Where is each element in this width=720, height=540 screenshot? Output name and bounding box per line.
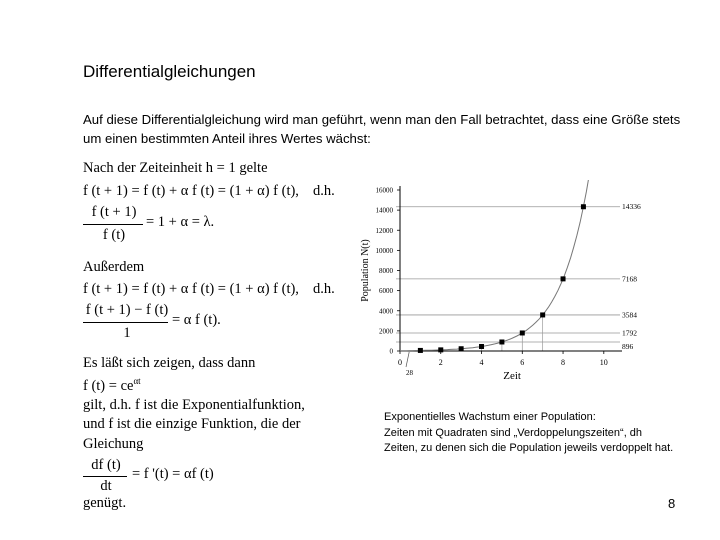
- x-tick-label: 0: [398, 358, 402, 367]
- fraction-2-denominator: 1: [123, 325, 131, 341]
- fraction-2-numerator: f (t + 1) − f (t): [85, 302, 169, 318]
- math-line-7: und f ist die einzige Funktion, die der: [83, 416, 301, 432]
- annotation-arrow: [406, 352, 409, 367]
- fraction-3-rhs: = f '(t) = αf (t): [132, 466, 214, 482]
- caption-line-2: Zeiten mit Quadraten sind „Verdoppelungszeiten“, dh: [384, 426, 643, 439]
- fraction-3-numerator: df (t): [91, 457, 121, 473]
- data-point: [561, 276, 566, 281]
- caption-line-3: Zeiten, zu denen sich die Population jeweils verdoppelt hat.: [384, 442, 674, 454]
- math-line-2-dh: d.h.: [313, 183, 335, 199]
- x-tick-label: 4: [479, 358, 484, 367]
- data-point: [581, 204, 586, 209]
- y-tick-label: 2000: [379, 327, 393, 336]
- data-point: [540, 312, 545, 317]
- math-ausserdem: Außerdem: [83, 259, 145, 275]
- annotation-label: 28: [406, 369, 413, 377]
- data-point: [418, 348, 423, 353]
- population-chart: [352, 180, 652, 392]
- y-tick-label: 0: [389, 347, 393, 356]
- fraction-2-line: [83, 322, 168, 323]
- y-tick-label: 12000: [375, 226, 393, 235]
- reference-label: 3584: [622, 310, 637, 320]
- reference-label: 14336: [622, 202, 641, 212]
- fraction-1-denominator: f (t): [102, 227, 126, 243]
- math-line-2: f (t + 1) = f (t) + α f (t) = (1 + α) f (t),: [83, 183, 299, 199]
- data-point: [520, 330, 525, 335]
- math-line-1: Nach der Zeiteinheit h = 1 gelte: [83, 160, 268, 176]
- fraction-1-rhs: = 1 + α = λ.: [146, 214, 215, 230]
- data-point: [438, 347, 443, 352]
- chart-caption: [384, 410, 673, 457]
- reference-label: 896: [622, 341, 634, 351]
- y-tick-label: 16000: [375, 186, 393, 195]
- data-point: [459, 346, 464, 351]
- fraction-1-line: [83, 224, 143, 225]
- reference-label: 7168: [622, 274, 637, 284]
- math-line-9: genügt.: [83, 495, 127, 511]
- y-tick-label: 14000: [375, 206, 393, 215]
- x-tick-label: 2: [438, 358, 443, 367]
- math-line-3: f (t + 1) = f (t) + α f (t) = (1 + α) f (t),: [83, 281, 299, 297]
- math-line-4: Es läßt sich zeigen, dass dann: [83, 355, 256, 371]
- slide-title: Differentialgleichungen: [83, 62, 256, 81]
- fraction-3-denominator: dt: [100, 478, 112, 494]
- y-tick-label: 10000: [375, 246, 393, 255]
- fraction-2-rhs: = α f (t).: [172, 312, 221, 328]
- y-tick-label: 8000: [379, 267, 393, 275]
- y-tick-label: 4000: [379, 307, 393, 316]
- fraction-1-numerator: f (t + 1): [91, 204, 137, 220]
- reference-label: 1792: [622, 328, 637, 338]
- growth-curve: [400, 180, 590, 351]
- x-tick-label: 6: [520, 358, 525, 367]
- caption-line-1: Exponentielles Wachstum einer Population:: [384, 411, 596, 423]
- x-tick-label: 10: [599, 358, 608, 367]
- y-tick-label: 6000: [379, 287, 393, 296]
- math-line-3-dh: d.h.: [313, 281, 335, 297]
- math-line-5: f $(t) = ce^{\alpha t}$: [83, 376, 141, 394]
- fraction-3-line: [83, 476, 127, 477]
- x-tick-label: 8: [561, 358, 566, 367]
- y-axis-label: Population N(t): [360, 239, 371, 302]
- data-point: [479, 344, 484, 349]
- exponent: αt: [133, 376, 141, 386]
- data-point: [499, 339, 504, 344]
- x-axis-label: Zeit: [503, 370, 521, 382]
- math-line-8: Gleichung: [83, 436, 144, 452]
- intro-text: Auf diese Differentialgleichung wird man geführt, wenn man den Fall betrachtet, dass eine Größe stets um einen bestimmten Anteil ihres Wertes wächst:: [83, 112, 681, 146]
- page-number: 8: [668, 496, 676, 511]
- math-line-6: gilt, d.h. f ist die Exponentialfunktion,: [83, 397, 305, 413]
